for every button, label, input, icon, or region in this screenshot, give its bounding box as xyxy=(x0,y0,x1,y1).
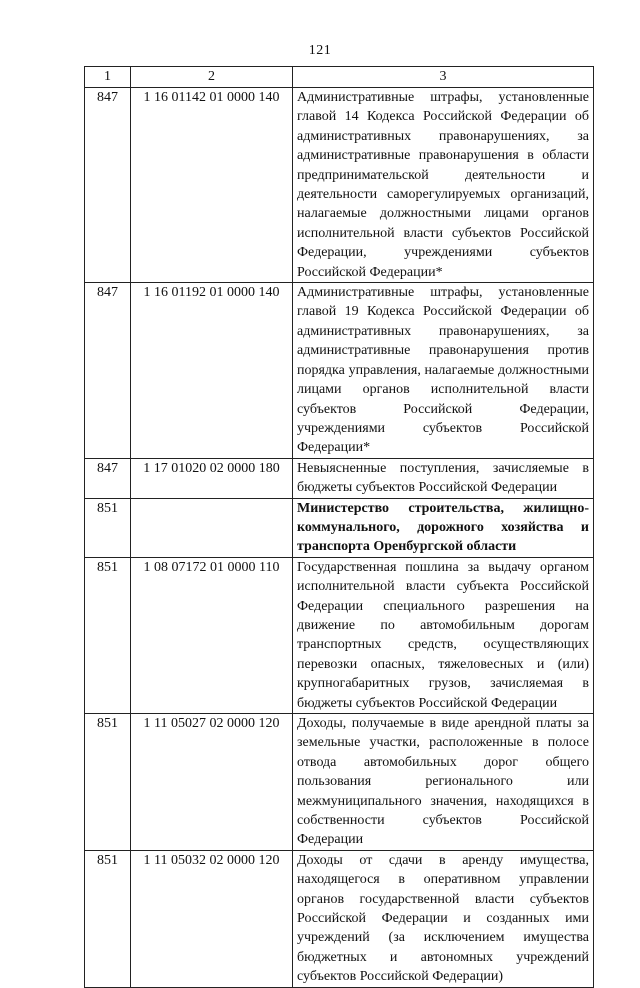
table-header-row xyxy=(85,67,594,88)
ministry-name-cell: Министерство строительства, жилищно-коммунального, дорожного хозяйства и транспорта Оренбургской области xyxy=(293,498,594,557)
column-header-3: 3 xyxy=(293,67,594,88)
table-row xyxy=(85,714,594,851)
income-code-cell: 1 11 05032 02 0000 120 xyxy=(131,850,293,987)
admin-code-cell: 851 xyxy=(85,850,131,987)
income-code-cell: 1 08 07172 01 0000 110 xyxy=(131,557,293,713)
admin-code-cell: 847 xyxy=(85,458,131,498)
table-row xyxy=(85,88,594,283)
income-code-cell: 1 11 05027 02 0000 120 xyxy=(131,714,293,851)
description-cell: Административные штрафы, установленные главой 14 Кодекса Российской Федерации об административных правонарушениях, за административные правонарушения в области предпринимательской деятельности и деятельности саморегулируемых организаций, налагаемые должностными лицами органов исполнительной власти субъектов Российской Федерации, учреждениями субъектов Российской Федерации* xyxy=(293,88,594,283)
admin-code-cell: 847 xyxy=(85,283,131,459)
admin-code-cell: 851 xyxy=(85,714,131,851)
table-row xyxy=(85,850,594,987)
table-row xyxy=(85,458,594,498)
income-code-cell: 1 16 01142 01 0000 140 xyxy=(131,88,293,283)
ministry-heading-row xyxy=(85,498,594,557)
admin-code-cell: 847 xyxy=(85,88,131,283)
table-row xyxy=(85,283,594,459)
description-cell: Государственная пошлина за выдачу органом исполнительной власти субъекта Российской Федерации специального разрешения на движение по автомобильным дорогам транспортных средств, осуществляющих перевозки опасных, тяжеловесных и (или) крупногабаритных грузов, зачисляемая в бюджеты субъектов Российской Федерации xyxy=(293,557,594,713)
column-header-2: 2 xyxy=(131,67,293,88)
admin-code-cell: 851 xyxy=(85,557,131,713)
page-number: 121 xyxy=(308,43,332,58)
description-cell: Административные штрафы, установленные главой 19 Кодекса Российской Федерации об административных правонарушениях, за административные правонарушения против порядка управления, налагаемые должностными лицами органов исполнительной власти субъектов Российской Федерации, учреждениями субъектов Российской Федерации* xyxy=(293,283,594,459)
table-row xyxy=(85,557,594,713)
description-cell: Доходы, получаемые в виде арендной платы за земельные участки, расположенные в полосе отвода автомобильных дорог общего пользования регионального или межмуниципального значения, находящихся в собственности субъектов Российской Федерации xyxy=(293,714,594,851)
income-code-cell: 1 17 01020 02 0000 180 xyxy=(131,458,293,498)
column-header-1: 1 xyxy=(85,67,131,88)
description-cell: Доходы от сдачи в аренду имущества, находящегося в оперативном управлении органов государственной власти субъектов Российской Федерации и созданных ими учреждений (за исключением имущества бюджетных и автономных учреждений субъектов Российской Федерации) xyxy=(293,850,594,987)
description-cell: Невыясненные поступления, зачисляемые в бюджеты субъектов Российской Федерации xyxy=(293,458,594,498)
income-code-cell xyxy=(131,498,293,557)
income-code-cell: 1 16 01192 01 0000 140 xyxy=(131,283,293,459)
budget-classification-table xyxy=(84,66,594,988)
admin-code-cell: 851 xyxy=(85,498,131,557)
